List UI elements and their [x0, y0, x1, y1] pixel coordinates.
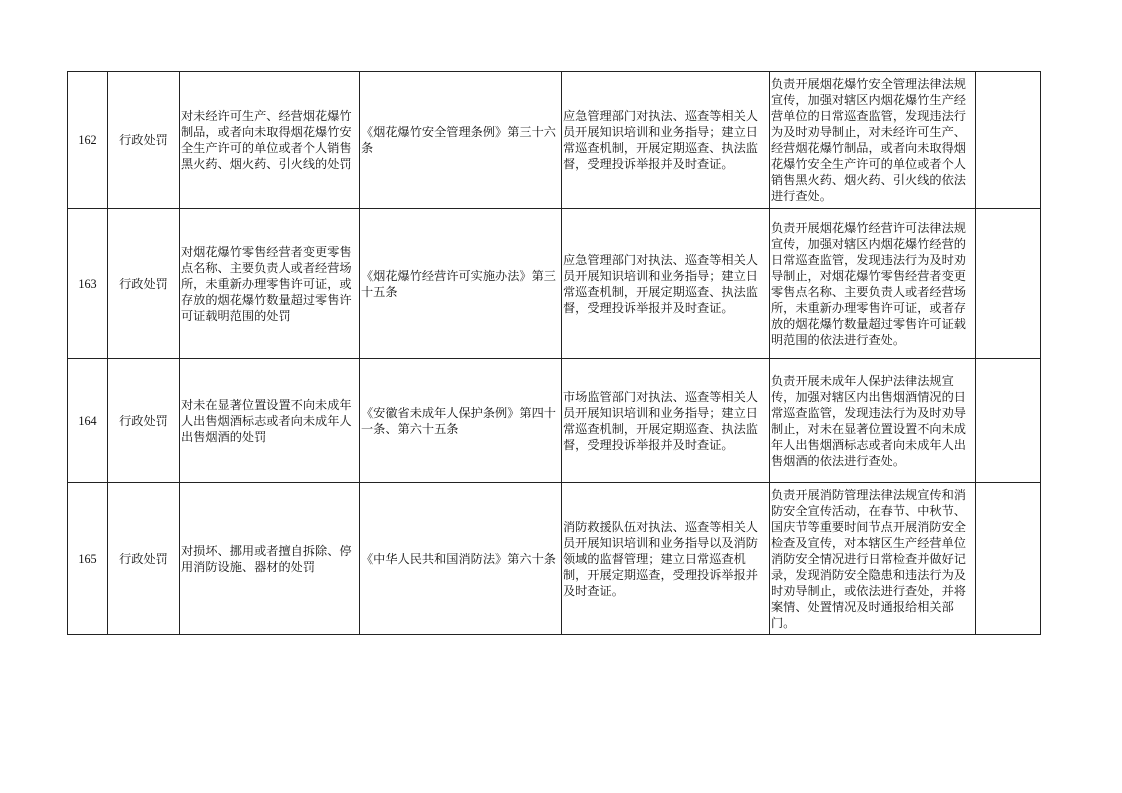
- row-category: 行政处罚: [108, 209, 180, 359]
- table-row: [68, 72, 1041, 209]
- row-local-duty: 负责开展未成年人保护法律法规宣传，加强对辖区内出售烟酒情况的日常巡查监管，发现违法行为及时劝导制止，对未在显著位置设置不向未成年人出售烟酒标志或者向未成年人出售烟酒的依法进行查处。: [770, 359, 976, 483]
- row-category: 行政处罚: [108, 483, 180, 635]
- row-number: 164: [68, 359, 108, 483]
- row-legal-basis: 《烟花爆竹经营许可实施办法》第三十五条: [360, 209, 562, 359]
- row-number: 165: [68, 483, 108, 635]
- row-supervisor-duty: 消防救援队伍对执法、巡查等相关人员开展知识培训和业务指导以及消防领域的监督管理；建立日常巡查机制，开展定期巡查，受理投诉举报并及时查证。: [562, 483, 770, 635]
- row-legal-basis: 《中华人民共和国消防法》第六十条: [360, 483, 562, 635]
- row-remarks: [976, 483, 1041, 635]
- row-category: 行政处罚: [108, 72, 180, 209]
- row-item: 对损坏、挪用或者擅自拆除、停用消防设施、器材的处罚: [180, 483, 360, 635]
- row-item: 对未经许可生产、经营烟花爆竹制品，或者向未取得烟花爆竹安全生产许可的单位或者个人销售黑火药、烟火药、引火线的处罚: [180, 72, 360, 209]
- row-item: 对未在显著位置设置不向未成年人出售烟酒标志或者向未成年人出售烟酒的处罚: [180, 359, 360, 483]
- row-local-duty: 负责开展消防管理法律法规宣传和消防安全宣传活动，在春节、中秋节、国庆节等重要时间节点开展消防安全检查及宣传，对本辖区生产经营单位消防安全情况进行日常检查并做好记录，发现消防安全隐患和违法行为及时劝导制止，或依法进行查处，并将案情、处置情况及时通报给相关部门。: [770, 483, 976, 635]
- table-row: [68, 209, 1041, 359]
- row-supervisor-duty: 市场监管部门对执法、巡查等相关人员开展知识培训和业务指导；建立日常巡查机制，开展定期巡查、执法监督，受理投诉举报并及时查证。: [562, 359, 770, 483]
- responsibility-table: [67, 71, 1041, 635]
- row-remarks: [976, 72, 1041, 209]
- row-legal-basis: 《安徽省未成年人保护条例》第四十一条、第六十五条: [360, 359, 562, 483]
- row-remarks: [976, 359, 1041, 483]
- row-remarks: [976, 209, 1041, 359]
- row-local-duty: 负责开展烟花爆竹经营许可法律法规宣传，加强对辖区内烟花爆竹经营的日常巡查监管，发现违法行为及时劝导制止，对烟花爆竹零售经营者变更零售点名称、主要负责人或者经营场所，未重新办理零售许可证，或者存放的烟花爆竹数量超过零售许可证载明范围的依法进行查处。: [770, 209, 976, 359]
- row-local-duty: 负责开展烟花爆竹安全管理法律法规宣传，加强对辖区内烟花爆竹生产经营单位的日常巡查监管，发现违法行为及时劝导制止，对未经许可生产、经营烟花爆竹制品，或者向未取得烟花爆竹安全生产许可的单位或者个人销售黑火药、烟火药、引火线的依法进行查处。: [770, 72, 976, 209]
- row-supervisor-duty: 应急管理部门对执法、巡查等相关人员开展知识培训和业务指导；建立日常巡查机制，开展定期巡查、执法监督，受理投诉举报并及时查证。: [562, 72, 770, 209]
- row-item: 对烟花爆竹零售经营者变更零售点名称、主要负责人或者经营场所，未重新办理零售许可证，或存放的烟花爆竹数量超过零售许可证载明范围的处罚: [180, 209, 360, 359]
- row-number: 163: [68, 209, 108, 359]
- row-number: 162: [68, 72, 108, 209]
- table-row: [68, 483, 1041, 635]
- row-category: 行政处罚: [108, 359, 180, 483]
- table-row: [68, 359, 1041, 483]
- row-legal-basis: 《烟花爆竹安全管理条例》第三十六条: [360, 72, 562, 209]
- row-supervisor-duty: 应急管理部门对执法、巡查等相关人员开展知识培训和业务指导；建立日常巡查机制，开展定期巡查、执法监督，受理投诉举报并及时查证。: [562, 209, 770, 359]
